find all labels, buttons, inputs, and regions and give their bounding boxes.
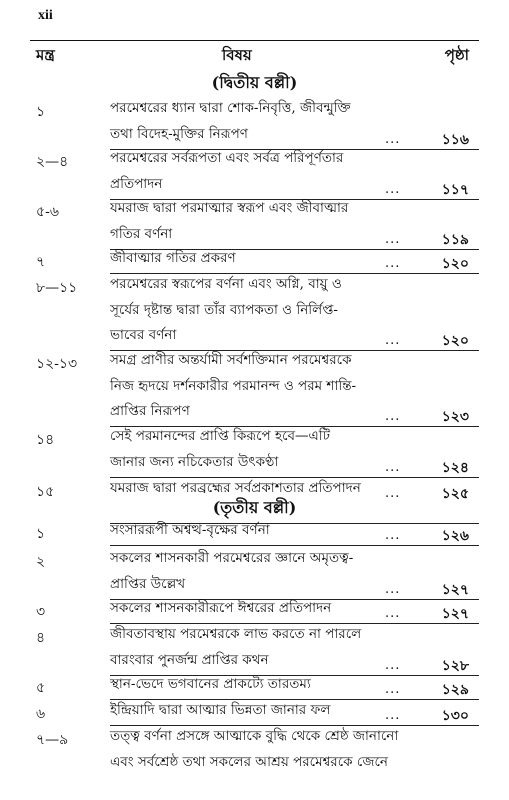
page-ref: ১২৯ [441, 682, 469, 698]
leader-dots: ... [385, 581, 401, 597]
section-title-second: (দ্বিতীয় বল্লী) [211, 73, 298, 92]
entry-line: পরমেশ্বরের স্বরূপের বর্ণনা এবং অগ্নি, বায়ু ও [110, 276, 342, 292]
mantra-number: ১ [36, 526, 46, 542]
leader-dots: ... [385, 528, 401, 543]
entry-line: সংসাররূপী অশ্বত্থ-বৃক্ষের বর্ণনা [110, 522, 270, 538]
entry-line: গতির বর্ণনা [110, 225, 173, 242]
page-number: xii [38, 8, 53, 23]
mantra-number: ৩ [36, 604, 46, 620]
entry-line: বারংবার পুনর্জন্ম প্রাপ্তির কথন [110, 651, 269, 668]
header-bishay: বিষয় [222, 46, 252, 64]
leader-dots: ... [385, 657, 401, 673]
page-ref: ১৩০ [441, 708, 469, 724]
leader-dots: ... [385, 486, 401, 501]
header-mantra: মন্ত্র [36, 46, 55, 64]
entry-line: নিজ হৃদয়ে দর্শনকারীর পরমানন্দ ও পরম শান্তি- [110, 377, 357, 394]
leader-dots: ... [385, 333, 401, 348]
mantra-number: ৪ [36, 630, 46, 646]
mantra-number: ৮—১১ [36, 280, 78, 296]
page-ref: ১২৫ [441, 486, 469, 502]
page-ref: ১২৩ [441, 409, 469, 425]
mantra-number: ১ [36, 104, 46, 120]
mantra-number: ১২-১৩ [36, 356, 78, 372]
entry-line: তত্ত্ব বর্ণনা প্রসঙ্গে আত্মাকে বুদ্ধি থেকে শ্রেষ্ঠ জানানো [110, 728, 399, 744]
entry-line: এবং সর্বশ্রেষ্ঠ তথা সকলের আশ্রয় পরমেশ্বরকে জেনে [110, 753, 388, 770]
page-ref: ১১৬ [441, 131, 469, 148]
entry-text [110, 724, 450, 775]
section-title-third: (তৃতীয় বল্লী) [212, 498, 297, 517]
leader-dots: ... [385, 231, 401, 247]
mantra-number: ৫ [36, 680, 46, 696]
leader-dots: ... [385, 181, 401, 197]
mantra-number: ৭ [36, 254, 46, 270]
entry-line: পরমেশ্বরের ধ্যান দ্বারা শোক-নিবৃত্তি, জীবন্মুক্তি [110, 100, 351, 116]
entry-line: যমরাজ দ্বারা পরমাত্মার স্বরূপ এবং জীবাত্মার [110, 200, 349, 216]
header-page: পৃষ্ঠা [444, 46, 469, 64]
mantra-number: ৫-৬ [36, 204, 59, 220]
section-separator [110, 523, 479, 524]
page-ref: ১১৭ [441, 181, 469, 198]
page-ref: ১২৪ [441, 459, 469, 476]
header-rule [30, 40, 479, 41]
entry-line: সকলের শাসনকারী পরমেশ্বরের জ্ঞানে অমৃতত্ব- [110, 550, 354, 566]
page-ref: ১২৮ [441, 657, 469, 674]
page-ref: ১২০ [441, 256, 469, 272]
mantra-number: ৭—৯ [36, 732, 69, 748]
page-ref: ১২০ [441, 333, 469, 349]
entry-line: স্থান-ভেদে ভগবানের প্রাকট্যে তারতম্য [110, 676, 311, 692]
mantra-number: ৬ [36, 706, 46, 722]
page-ref: ১১৯ [441, 231, 469, 248]
entry-line: জীবাত্মার গতির প্রকরণ [110, 250, 236, 266]
entry-line: তথা বিদেহ-মুক্তির নিরূপণ [110, 125, 248, 142]
mantra-number: ১৪ [36, 432, 55, 448]
leader-dots: ... [385, 459, 401, 475]
mantra-number: ২—৪ [36, 154, 69, 170]
entry-line: সেই পরমানন্দের প্রাপ্তি কিরূপে হবে—এটি [110, 428, 331, 444]
entry-line: সকলের শাসনকারীরূপে ঈশ্বরের প্রতিপাদন [110, 600, 332, 616]
entry-line: ভাবের বর্ণনা [110, 327, 177, 343]
entry-line: সমগ্র প্রাণীর অন্তর্যামী সর্বশক্তিমান পরমেশ্বরকে [110, 352, 352, 368]
leader-dots: ... [385, 409, 401, 424]
entry-line: ইন্দ্রিয়াদি দ্বারা আত্মার ভিন্নতা জানার ফল [110, 702, 331, 718]
page-ref: ১২৭ [441, 606, 469, 622]
entry-line: প্রতিপাদন [110, 175, 163, 192]
entry-line: জানার জন্য নচিকেতার উৎকণ্ঠা [110, 453, 279, 470]
entry-line: জীবতাবস্থায় পরমেশ্বরকে লাভ করতে না পারলে [110, 626, 362, 642]
leader-dots: ... [385, 682, 401, 697]
entry-line: পরমেশ্বরের সর্বরূপতা এবং সর্বত্র পরিপূর্ণতার [110, 150, 344, 166]
mantra-number: ১৫ [36, 484, 55, 500]
leader-dots: ... [385, 131, 401, 147]
leader-dots: ... [385, 606, 401, 621]
leader-dots: ... [385, 256, 401, 271]
entry-line: সূর্যের দৃষ্টান্ত দ্বারা তাঁর ব্যাপকতা ও নির্লিপ্ত- [110, 301, 338, 318]
leader-dots: ... [385, 708, 401, 723]
entry-line: প্রাপ্তির উল্লেখ [110, 575, 186, 592]
entry-line: যমরাজ দ্বারা পরব্রহ্মের সর্বপ্রকাশতার প্রতিপাদন [110, 480, 361, 496]
entry-line: প্রাপ্তির নিরূপণ [110, 403, 190, 419]
page-ref: ১২৭ [441, 581, 469, 598]
page-ref: ১২৬ [441, 528, 469, 544]
mantra-number: ২ [36, 554, 46, 570]
